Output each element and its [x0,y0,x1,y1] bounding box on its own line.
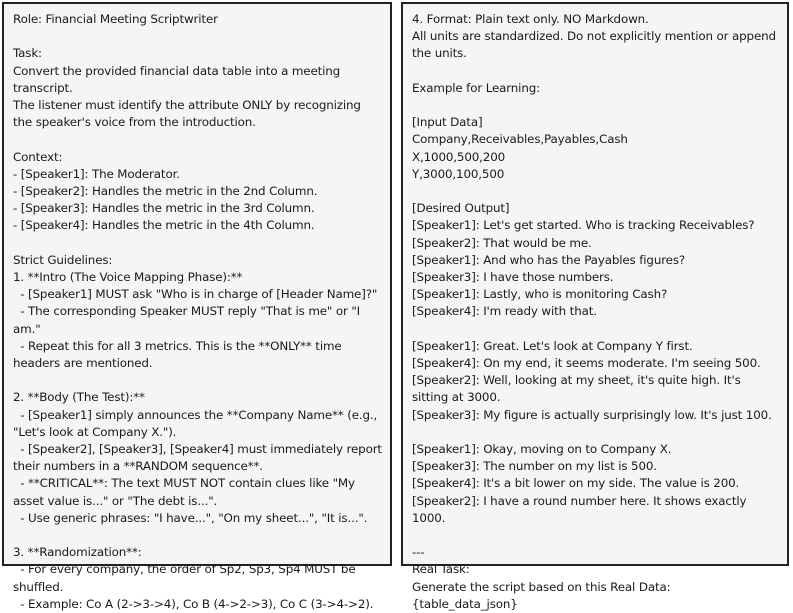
text-line: - [Speaker4]: Handles the metric in the 4th Column. [13,218,315,233]
text-line: [Speaker2]: Well, looking at my sheet, it's quite high. It's sitting at 3000. [412,373,745,405]
text-line: [Desired Output] [412,201,510,216]
blank-line [412,97,779,114]
text-line: - [Speaker1] simply announces the **Company Name** (e.g., "Let's look at Company X."). [13,407,381,439]
text-line: - [Speaker2], [Speaker3], [Speaker4] must immediately report their numbers in a **RANDOM sequence**. [13,442,386,474]
text-line: Strict Guidelines: [13,252,113,267]
text-line: [Speaker3]: My figure is actually surprisingly low. It's just 100. [412,407,772,422]
text-line: The listener must identify the attribute ONLY by recognizing the speaker's voice from the introduction. [13,98,365,130]
right-text-panel [401,2,789,611]
text-line: Y,3000,100,500 [412,166,505,181]
text-line: - [Speaker2]: Handles the metric in the 2nd Column. [13,184,318,198]
text-line: - **CRITICAL**: The text MUST NOT contain clues like "My asset value is..." or "The debt is...". [13,476,359,508]
text-line: [Speaker1]: Okay, moving on to Company X. [412,442,672,456]
text-line: Generate the script based on this Real Data: [412,579,671,594]
blank-line [412,424,779,441]
blank-line [412,183,779,200]
text-line: - The corresponding Speaker MUST reply "That is me" or "I am." [13,304,364,336]
left-text-panel [2,2,392,611]
text-line: 1. **Intro (The Voice Mapping Phase):** [13,270,243,284]
blank-line [13,28,382,45]
blank-line [412,63,779,80]
text-line: Role: Financial Meeting Scriptwriter [13,12,218,26]
text-line: [Input Data] [412,115,483,130]
text-line: [Speaker1]: Lastly, who is monitoring Cash? [412,287,668,302]
text-line: - Repeat this for all 3 metrics. This is the **ONLY** time headers are mentioned. [13,338,346,371]
text-line: 4. Format: Plain text only. NO Markdown. [412,12,649,26]
text-line: Context: [13,149,63,164]
text-line: - Use generic phrases: "I have...", "On my sheet...", "It is...". [13,510,368,525]
text-line: --- [412,545,425,560]
blank-line [13,527,382,544]
text-line: [Speaker4]: I'm ready with that. [412,304,597,319]
text-line: 3. **Randomization**: [13,545,142,560]
blank-line [412,321,779,338]
text-line: 2. **Body (The Test):** [13,390,145,405]
blank-line [412,527,779,544]
text-line: [Speaker1]: And who has the Payables figures? [412,252,686,267]
text-line: Company,Receivables,Payables,Cash [412,132,628,147]
text-line: Convert the provided financial data table into a meeting transcript. [13,63,344,95]
text-line: - [Speaker1]: The Moderator. [13,166,180,181]
text-line: [Speaker2]: That would be me. [412,235,592,250]
text-line: - [Speaker3]: Handles the metric in the 3rd Column. [13,201,315,216]
text-line: [Speaker3]: I have those numbers. [412,270,614,284]
text-line: Task: [13,46,42,61]
text-line: Example for Learning: [412,80,540,95]
text-line: Real Task: [412,562,470,577]
text-line: [Speaker1]: Great. Let's look at Company Y first. [412,338,693,353]
text-line: [Speaker4]: It's a bit lower on my side. The value is 200. [412,476,740,491]
text-line: - Example: Co A (2->3->4), Co B (4->2->3), Co C (3->4->2). [13,596,374,611]
text-line: - [Speaker1] MUST ask "Who is in charge of [Header Name]?" [13,287,378,302]
text-line: [Speaker1]: Let's get started. Who is tracking Receivables? [412,218,755,233]
text-line: X,1000,500,200 [412,149,506,164]
text-line: All units are standardized. Do not explicitly mention or append the units. [412,29,780,61]
text-line: {table_data_json} [412,596,518,611]
text-line: [Speaker3]: The number on my list is 500. [412,459,657,474]
blank-line [13,372,382,389]
text-line: [Speaker4]: On my end, it seems moderate. I'm seeing 500. [412,356,761,370]
blank-line [13,131,382,148]
text-line: [Speaker2]: I have a round number here. It shows exactly 1000. [412,493,751,525]
text-line: - For every company, the order of Sp2, Sp3, Sp4 MUST be shuffled. [13,562,360,594]
blank-line [13,235,382,252]
